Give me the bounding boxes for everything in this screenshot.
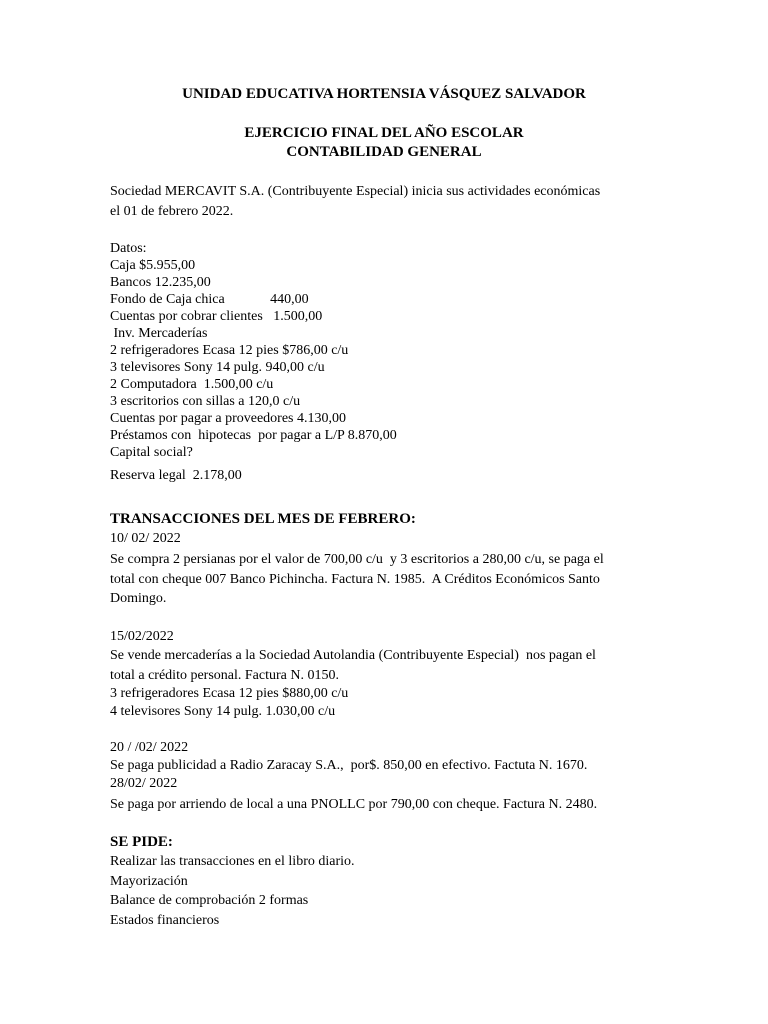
subject-title: CONTABILIDAD GENERAL <box>286 144 482 160</box>
transaction-text: 4 televisores Sony 14 pulg. 1.030,00 c/u <box>110 704 336 719</box>
school-title: UNIDAD EDUCATIVA HORTENSIA VÁSQUEZ SALVADOR <box>182 86 586 102</box>
datos-item: Inv. Mercaderías <box>110 326 208 341</box>
transaction-text: Se paga por arriendo de local a una PNOLLC por 790,00 con cheque. Factura N. 2480. <box>110 797 598 812</box>
transaction-text: total con cheque 007 Banco Pichincha. Factura N. 1985. A Créditos Económicos Santo <box>110 572 600 587</box>
reserva-legal: Reserva legal 2.178,00 <box>110 468 242 483</box>
transacciones-heading: TRANSACCIONES DEL MES DE FEBRERO: <box>110 511 416 527</box>
datos-item: 2 refrigeradores Ecasa 12 pies $786,00 c/u <box>110 343 349 358</box>
datos-item: Fondo de Caja chica 440,00 <box>110 292 309 307</box>
intro-line: el 01 de febrero 2022. <box>110 204 234 219</box>
transaction-text: 3 refrigeradores Ecasa 12 pies $880,00 c/u <box>110 686 349 701</box>
transaction-date: 20 / /02/ 2022 <box>110 740 189 755</box>
se-pide-item: Balance de comprobación 2 formas <box>110 893 309 908</box>
se-pide-item: Estados financieros <box>110 913 220 928</box>
transaction-text: Domingo. <box>110 591 167 606</box>
transaction-date: 15/02/2022 <box>110 629 174 644</box>
datos-item: Cuentas por cobrar clientes 1.500,00 <box>110 309 323 324</box>
datos-item: 3 escritorios con sillas a 120,0 c/u <box>110 394 301 409</box>
datos-item: 3 televisores Sony 14 pulg. 940,00 c/u <box>110 360 325 375</box>
transaction-text: total a crédito personal. Factura N. 0150. <box>110 668 339 683</box>
exercise-title: EJERCICIO FINAL DEL AÑO ESCOLAR <box>244 125 524 141</box>
datos-item: Caja $5.955,00 <box>110 258 196 273</box>
datos-item: Bancos 12.235,00 <box>110 275 211 290</box>
datos-item: Cuentas por pagar a proveedores 4.130,00 <box>110 411 346 426</box>
se-pide-heading: SE PIDE: <box>110 834 173 850</box>
transaction-date: 28/02/ 2022 <box>110 776 178 791</box>
datos-item: Capital social? <box>110 445 193 460</box>
transaction-text: Se vende mercaderías a la Sociedad Autolandia (Contribuyente Especial) nos pagan el <box>110 648 596 663</box>
transaction-date: 10/ 02/ 2022 <box>110 531 181 546</box>
se-pide-item: Mayorización <box>110 874 188 889</box>
datos-heading: Datos: <box>110 241 147 256</box>
transaction-text: Se paga publicidad a Radio Zaracay S.A., por$. 850,00 en efectivo. Factuta N. 1670. <box>110 758 588 773</box>
datos-item: 2 Computadora 1.500,00 c/u <box>110 377 274 392</box>
transaction-text: Se compra 2 persianas por el valor de 700,00 c/u y 3 escritorios a 280,00 c/u, se paga el <box>110 552 604 567</box>
datos-item: Préstamos con hipotecas por pagar a L/P 8.870,00 <box>110 428 397 443</box>
intro-line: Sociedad MERCAVIT S.A. (Contribuyente Especial) inicia sus actividades económicas <box>110 184 601 199</box>
se-pide-item: Realizar las transacciones en el libro diario. <box>110 854 355 869</box>
